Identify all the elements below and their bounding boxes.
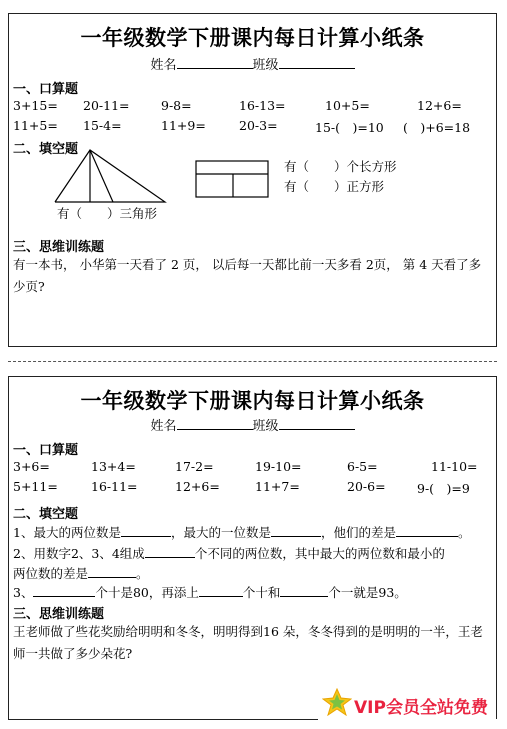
answer-blank[interactable]	[145, 545, 195, 558]
sheet2-bottom-border	[8, 719, 318, 720]
problem: 15-4=	[83, 118, 122, 133]
sheet1-name-class-line	[9, 54, 496, 73]
sheet2-name-class-line	[9, 415, 496, 434]
square-question: 有（ ）正方形	[284, 179, 385, 194]
star-icon	[322, 688, 352, 716]
answer-blank[interactable]	[199, 584, 243, 597]
sheet1-section-thinking: 三、思维训练题	[13, 240, 105, 255]
cut-line	[8, 361, 497, 362]
problem: 5+11=	[13, 479, 58, 494]
answer-blank[interactable]	[33, 584, 95, 597]
problem: 11+7=	[255, 479, 300, 494]
problem: 12+6=	[417, 98, 462, 113]
fill-question-3: 3、 个十是80，再添上 个十和 个一就是93。	[13, 585, 407, 600]
problem: 11-10=	[431, 459, 478, 474]
sheet2-section-oral: 一、口算题	[13, 443, 79, 458]
name-label: 姓名	[150, 58, 177, 73]
problem: 20-11=	[83, 98, 130, 113]
problem: 16-13=	[239, 98, 286, 113]
worksheet-1	[8, 13, 497, 347]
rectangle-figure	[195, 160, 273, 200]
thinking-question: 有一本书， 小华第一天看了 2 页， 以后每一天都比前一天多看 2页， 第 4 天看了多少页?	[13, 257, 482, 294]
vip-watermark	[322, 688, 502, 718]
problem: 3+6=	[13, 459, 50, 474]
problem: 6-5=	[347, 459, 378, 474]
answer-blank[interactable]	[88, 565, 136, 578]
answer-blank[interactable]	[396, 524, 458, 537]
class-blank[interactable]	[279, 416, 355, 430]
problem: 19-10=	[255, 459, 302, 474]
fill-question-2-cont: 两位数的差是 。	[13, 566, 149, 581]
problem: 13+4=	[91, 459, 136, 474]
problem: 17-2=	[175, 459, 214, 474]
problem: 11+9=	[161, 118, 206, 133]
problem: 12+6=	[175, 479, 220, 494]
name-blank[interactable]	[177, 55, 253, 69]
class-blank[interactable]	[279, 55, 355, 69]
sheet2-title: 一年级数学下册课内每日计算小纸条	[80, 388, 425, 413]
answer-blank[interactable]	[280, 584, 328, 597]
sheet1-title: 一年级数学下册课内每日计算小纸条	[80, 25, 425, 50]
name-blank[interactable]	[177, 416, 253, 430]
problem: 10+5=	[325, 98, 370, 113]
fill-question-2: 2、用数字2、3、4组成 个不同的两位数，其中最大的两位数和最小的	[13, 546, 445, 561]
rectangle-question: 有（ ）个长方形	[284, 159, 397, 174]
fill-question-1: 1、最大的两位数是 ，最大的一位数是 ，他们的差是 。	[13, 525, 471, 540]
answer-blank[interactable]	[121, 524, 171, 537]
problem: 20-6=	[347, 479, 386, 494]
problem: 9-8=	[161, 98, 192, 113]
vip-text: VIP会员全站免费	[354, 698, 488, 718]
class-label: 班级	[252, 58, 279, 73]
thinking-question: 王老师做了些花奖励给明明和冬冬，明明得到16 朵，冬冬得到的是明明的一半，王老师一共做了多少朵花?	[13, 624, 483, 661]
name-label: 姓名	[150, 419, 177, 434]
problem: 11+5=	[13, 118, 58, 133]
sheet1-section-fill: 二、填空题	[13, 142, 79, 157]
problem: 16-11=	[91, 479, 138, 494]
problem: 20-3=	[239, 118, 278, 133]
problem: 15-( )=10	[315, 120, 384, 135]
answer-blank[interactable]	[271, 524, 321, 537]
sheet1-section-oral: 一、口算题	[13, 82, 79, 97]
problem: 9-( )=9	[417, 481, 470, 496]
problem: 3+15=	[13, 98, 58, 113]
class-label: 班级	[252, 419, 279, 434]
sheet2-section-fill: 二、填空题	[13, 507, 79, 522]
triangle-figure	[49, 146, 171, 208]
sheet2-section-thinking: 三、思维训练题	[13, 607, 105, 622]
worksheet-2	[8, 376, 497, 719]
triangle-question: 有（ ）三角形	[57, 206, 158, 221]
problem: ( )+6=18	[403, 120, 471, 135]
